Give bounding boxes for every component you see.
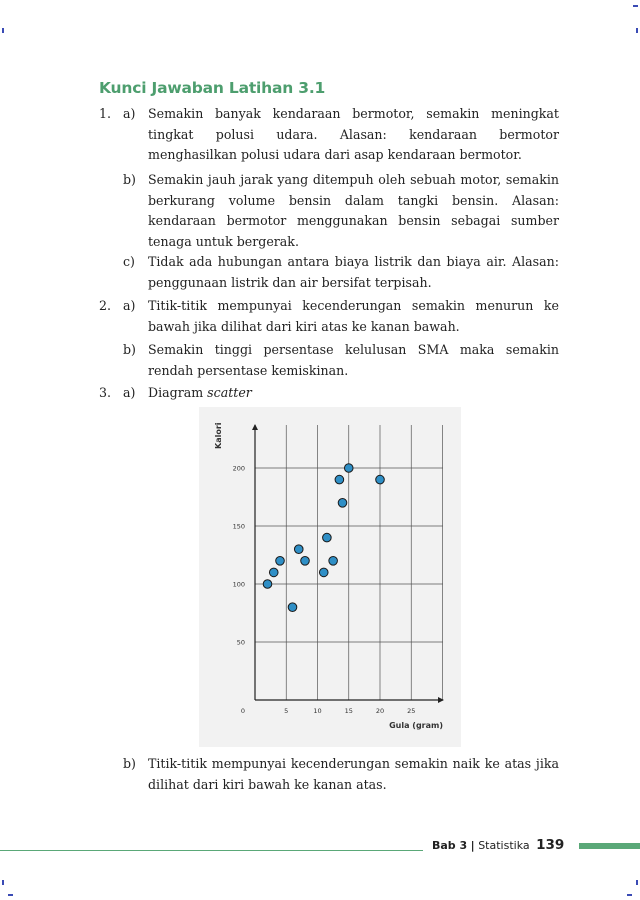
x-axis-label: Gula (gram)	[389, 721, 443, 730]
scatter-point	[276, 557, 285, 566]
scatter-point	[288, 603, 297, 612]
answer-letter: b)	[123, 172, 136, 187]
answer-number: 3.	[99, 385, 112, 400]
answer-letter: c)	[123, 254, 135, 269]
answer-letter: b)	[123, 756, 136, 771]
footer-chapter: Bab 3	[432, 839, 468, 852]
y-tick-label: 50	[236, 638, 245, 647]
x-tick-label: 0	[240, 707, 246, 715]
y-tick-label: 150	[232, 522, 245, 531]
answer-number: 2.	[99, 298, 112, 313]
answer-letter: b)	[123, 342, 136, 357]
chart-points	[263, 464, 384, 612]
footer-subject: Statistika	[478, 839, 530, 852]
x-tick-label: 15	[344, 707, 353, 715]
answer-text: Semakin banyak kendaraan bermotor, semakin meningkat tingkat polusi udara. Alasan: kendaraan bermotor menghasilkan polusi udara dari asap kendaraan bermotor.	[148, 106, 559, 162]
answer-text: Titik-titik mempunyai kecenderungan semakin naik ke atas jika dilihat dari kiri bawah ke kanan atas.	[148, 756, 559, 792]
section-heading: Kunci Jawaban Latihan 3.1	[99, 79, 326, 97]
scatter-point	[344, 464, 353, 473]
x-axis-arrow	[438, 697, 444, 703]
answer-number: 1.	[99, 106, 112, 121]
scatter-point	[301, 557, 310, 566]
answer-letter: a)	[123, 106, 136, 121]
scatter-point	[329, 557, 338, 566]
footer-accent-bar	[579, 843, 640, 849]
y-tick-label: 100	[232, 580, 245, 589]
page-footer	[432, 837, 564, 853]
scatter-point	[269, 568, 278, 577]
footer-separator: |	[470, 839, 475, 852]
answer-text: Semakin jauh jarak yang ditempuh oleh sebuah motor, semakin berkurang volume bensin dalam tangki bensin. Alasan: kendaraan bermotor menggunakan bensin sebagai sumber tenaga untuk bergerak.	[148, 172, 559, 249]
y-axis-arrow	[252, 424, 258, 430]
answer-text-plain: Diagram	[148, 385, 208, 400]
answer-text: Tidak ada hubungan antara biaya listrik dan biaya air. Alasan: penggunaan listrik dan air bersifat terpisah.	[148, 254, 559, 290]
answer-text-italic: scatter	[207, 385, 252, 400]
x-tick-label: 20	[375, 707, 385, 715]
footer-rule	[0, 850, 423, 851]
scatter-point	[338, 499, 347, 508]
answer-text: Semakin tinggi persentase kelulusan SMA maka semakin rendah persentase kemiskinan.	[148, 342, 559, 378]
x-tick-label: 25	[407, 707, 416, 715]
x-tick-label: 5	[284, 707, 289, 715]
chart-ticks	[233, 465, 416, 716]
scatter-point	[323, 533, 332, 542]
answer-letter: a)	[123, 298, 136, 313]
scatter-point	[319, 568, 328, 577]
page-number: 139	[536, 837, 565, 853]
scatter-point	[376, 475, 385, 484]
answer-text: Titik-titik mempunyai kecenderungan semakin menurun ke bawah jika dilihat dari kiri atas ke kanan bawah.	[148, 298, 559, 334]
scatter-point	[263, 580, 272, 589]
scatter-point	[335, 475, 344, 484]
scatter-point	[294, 545, 303, 554]
answer-letter: a)	[123, 385, 136, 400]
x-tick-label: 10	[313, 707, 322, 715]
y-tick-label: 200	[232, 464, 245, 473]
y-axis-label: Kalori	[214, 422, 223, 449]
